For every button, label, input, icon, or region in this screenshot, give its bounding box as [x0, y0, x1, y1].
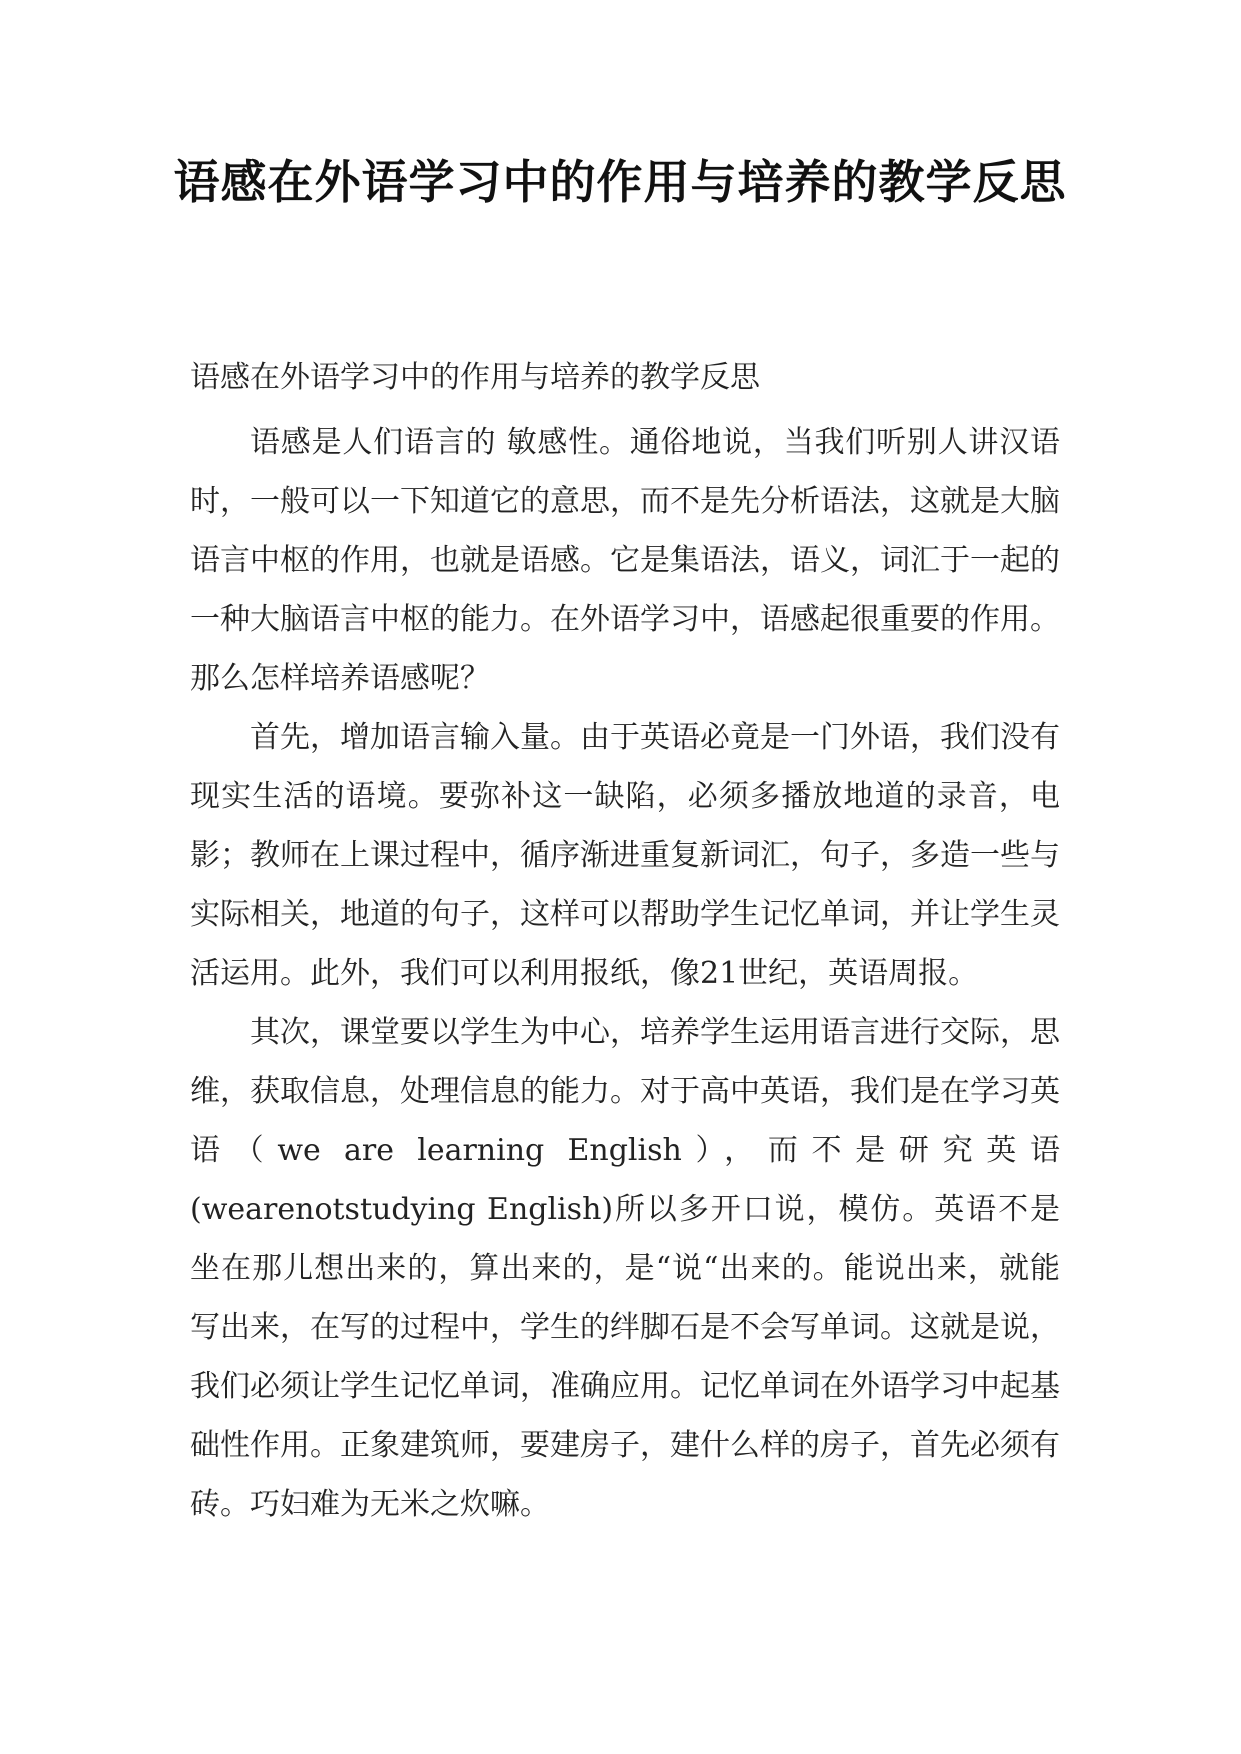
- paragraph-classroom: 其次，课堂要以学生为中心，培养学生运用语言进行交际，思维，获取信息，处理信息的能力。对于高中英语，我们是在学习英语（we are learning English），而不是研究英语(wearenotstudying English)所以多开口说，模仿。英语不是坐在那儿想出来的，算出来的，是“说“出来的。能说出来，就能写出来，在写的过程中，学生的绊脚石是不会写单词。这就是说，我们必须让学生记忆单词，准确应用。记忆单词在外语学习中起基础性作用。正象建筑师，要建房子，建什么样的房子，首先必须有砖。巧妇难为无米之炊嘛。: [190, 1015, 1060, 1522]
- paragraph-input: 首先，增加语言输入量。由于英语必竟是一门外语，我们没有现实生活的语境。要弥补这一缺陷，必须多播放地道的录音，电影；教师在上课过程中，循序渐进重复新词汇，句子，多造一些与实际相关，地道的句子，这样可以帮助学生记忆单词，并让学生灵活运用。此外，我们可以利用报纸，像21世纪，英语周报。: [190, 720, 1060, 991]
- document-title: 语感在外语学习中的作用与培养的教学反思: [173, 155, 1067, 209]
- document-subtitle: 语感在外语学习中的作用与培养的教学反思: [190, 360, 760, 395]
- document-body: [190, 413, 1060, 1534]
- paragraph-language-sense: 语感是人们语言的 敏感性。通俗地说，当我们听别人讲汉语时，一般可以一下知道它的意思，而不是先分析语法，这就是大脑语言中枢的作用，也就是语感。它是集语法，语义，词汇于一起的一种大脑语言中枢的能力。在外语学习中，语感起很重要的作用。那么怎样培养语感呢？: [190, 425, 1060, 696]
